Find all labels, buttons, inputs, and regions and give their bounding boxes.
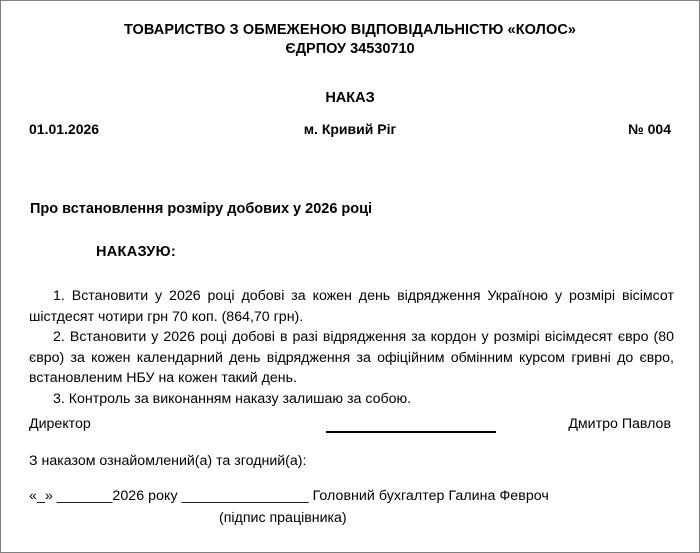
- order-clauses: [29, 286, 674, 409]
- director-signature-row: [29, 416, 671, 438]
- employee-signature-caption: (підпис працівника): [219, 510, 347, 526]
- employee-consent-line: «_» _______2026 року ________________ Головний бухгалтер Галина Февроч: [29, 488, 549, 504]
- document-kind-heading: НАКАЗ: [325, 90, 375, 106]
- document-number: № 004: [628, 121, 671, 137]
- order-clause-2: 2. Встановити у 2026 році добові в разі відрядження за кордон у розмірі вісімдесят євро (80 євро) за кожен календарний день відрядження за офіційним обмінним курсом гривні до євро, встановленим НБУ на кожен такий день.: [29, 329, 674, 386]
- order-clause-3: 3. Контроль за виконанням наказу залишаю за собою.: [53, 390, 412, 407]
- document-meta-row: [29, 121, 671, 141]
- order-clause-1: 1. Встановити у 2026 році добові за кожен день відрядження Україною у розмірі вісімсот шістдесят чотири грн 70 коп. (864,70 грн).: [29, 288, 674, 325]
- organization-name: ТОВАРИСТВО З ОБМЕЖЕНОЮ ВІДПОВІДАЛЬНІСТЮ «КОЛОС»: [123, 22, 577, 38]
- director-name: Дмитро Павлов: [568, 416, 671, 432]
- organization-registry-code: ЄДРПОУ 34530710: [285, 41, 415, 57]
- acknowledgement-label: З наказом ознайомлений(а) та згодний(а):: [29, 453, 307, 469]
- director-signature-line: [326, 431, 496, 433]
- document-place: м. Кривий Ріг: [303, 121, 397, 137]
- director-role-label: Директор: [29, 416, 91, 432]
- document-date: 01.01.2026: [29, 121, 100, 137]
- order-directive-word: НАКАЗУЮ:: [96, 244, 176, 260]
- organization-header: [1, 21, 699, 59]
- document-subject: Про встановлення розміру добових у 2026 році: [30, 201, 373, 217]
